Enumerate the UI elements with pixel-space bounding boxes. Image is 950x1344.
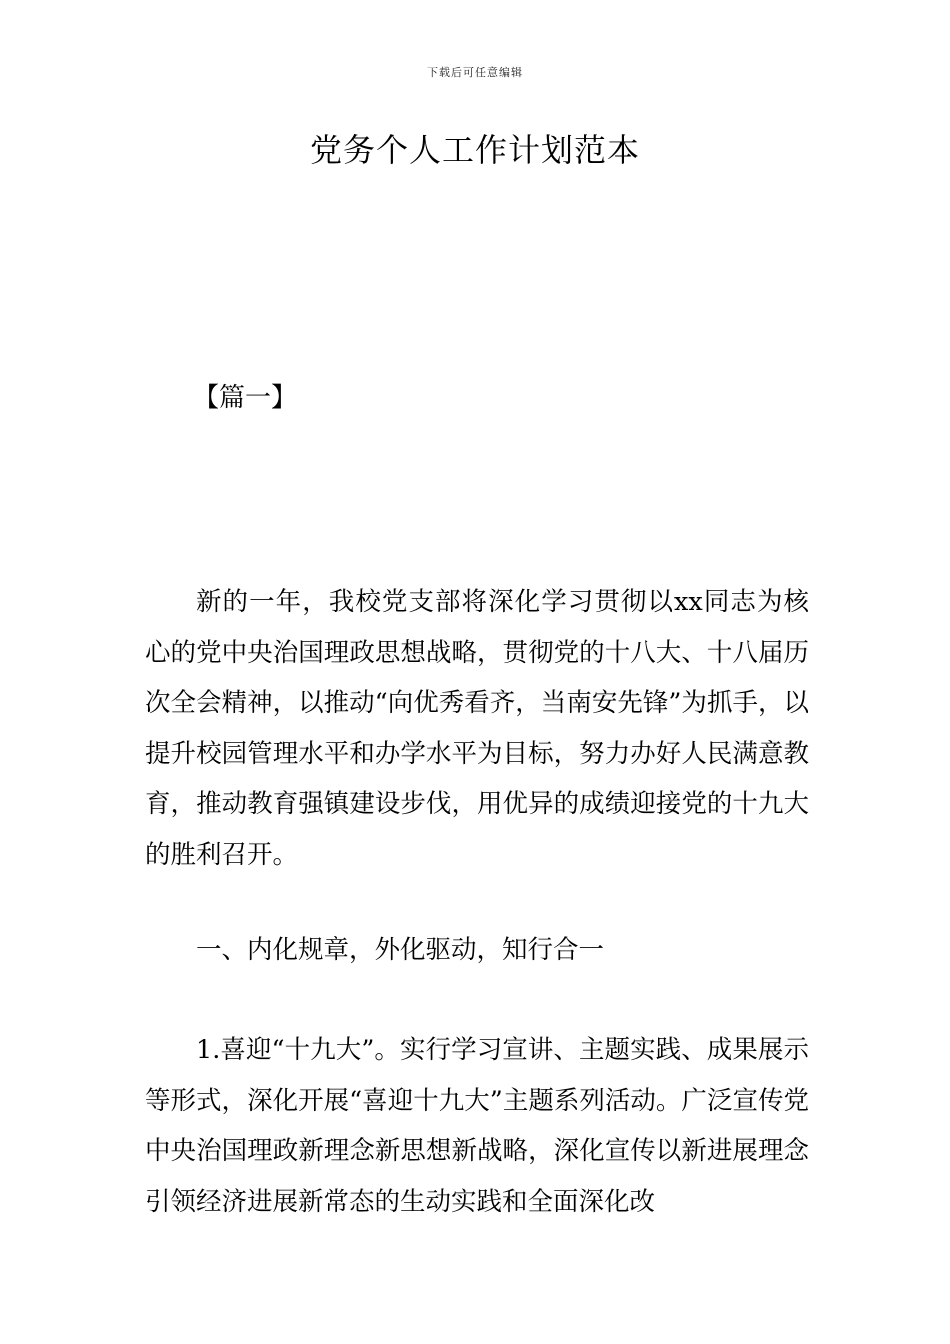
item-one-paragraph: 1.喜迎“十九大”。实行学习宣讲、主题实践、成果展示等形式，深化开展“喜迎十九大”主题系列活动。广泛宣传党中央治国理政新理念新思想新战略，深化宣传以新进展理念引领经济进展新常态的生动实践和全面深化改	[145, 1035, 809, 1217]
section-heading-one: 一、内化规章，外化驱动，知行合一	[196, 935, 605, 965]
document-title: 党务个人工作计划范本	[309, 131, 640, 169]
intro-paragraph: 新的一年，我校党支部将深化学习贯彻以xx同志为核心的党中央治国理政思想战略，贯彻党的十八大、十八届历次全会精神，以推动“向优秀看齐，当南安先锋”为抓手，以提升校园管理水平和办学水平为目标，努力办好人民满意教育，推动教育强镇建设步伐，用优异的成绩迎接党的十九大的胜利召开。	[145, 587, 809, 870]
section-label: 【篇一】	[193, 383, 298, 413]
header-note: 下载后可任意编辑	[427, 66, 523, 79]
